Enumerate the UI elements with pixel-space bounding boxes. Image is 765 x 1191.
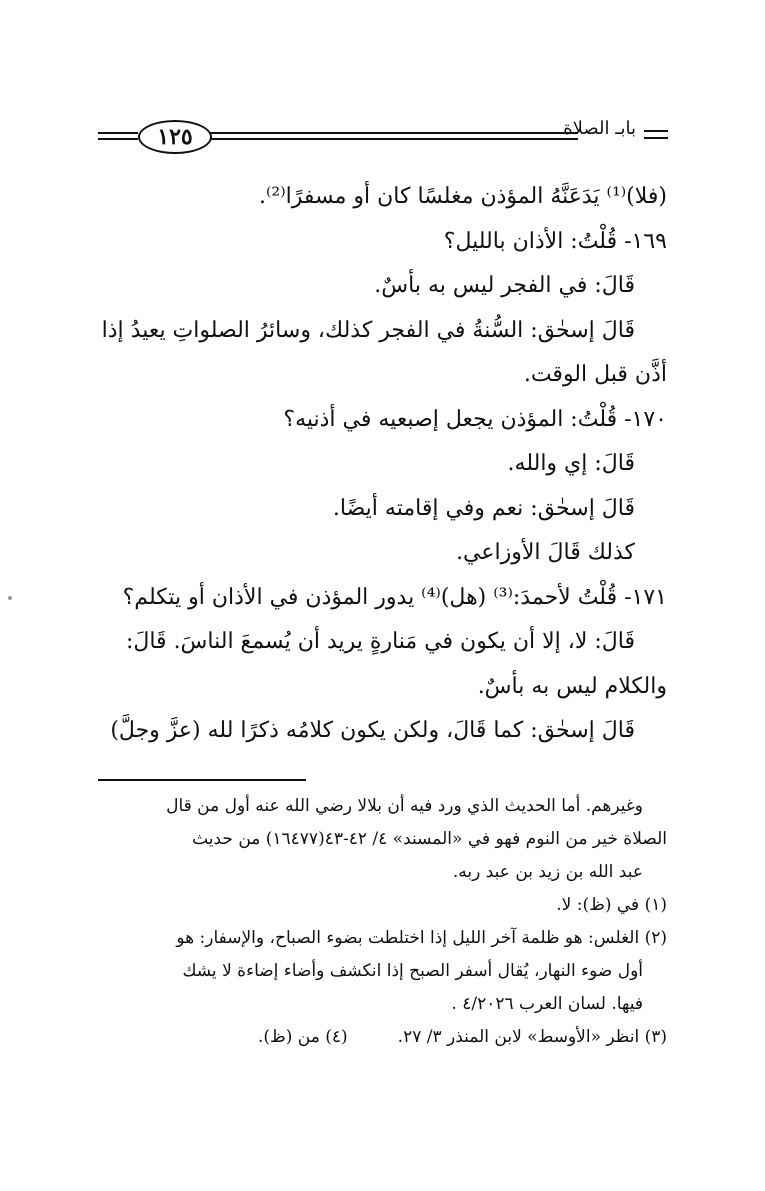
footnote-line: عبد الله بن زيد بن عبد ربه. [452,862,643,882]
footnote-separator [98,779,306,781]
chapter-title: بابـ الصلاة [563,118,636,139]
text-line: والكلام ليس به بأسٌ. [477,673,667,699]
page-number: ١٢٥ [138,120,212,154]
header-rule [98,132,138,134]
footnote-line: أول ضوء النهار، يُقال أسفر الصبح إذا انكشف وأضاء إضاءة لا يشك [182,961,643,981]
footnote-line: وغيرهم. أما الحديث الذي ورد فيه أن بلالا رضي الله عنه أول من قال [166,796,643,816]
footnote-line: فيها. لسان العرب ٤/٢٠٢٦ . [451,994,643,1014]
text-line: أذَّن قبل الوقت. [523,362,667,387]
header-rule [168,138,578,140]
text-line: قَالَ إسحٰق: نعم وفي إقامته أيضًا. [332,495,635,521]
question-169: ١٦٩- قُلْتُ: الأذان بالليل؟ [443,228,667,254]
footnote-4: (٤) من (ظ). [257,1027,348,1047]
page-header [98,116,668,156]
text-line: قَالَ إسحٰق: كما قَالَ، ولكن يكون كلامُه ذكرًا لله (عزَّ وجلَّ) [110,718,635,743]
footnotes [98,790,667,1054]
text-line: قَالَ: في الفجر ليس به بأسٌ. [374,273,635,298]
header-rule [168,132,578,134]
header-ornament [644,130,668,144]
text-line: (فلا)⁽¹⁾ يَدَعَنَّهُ المؤذن مغلسًا كان أو مسفرًا⁽²⁾. [259,184,667,209]
text-line: قَالَ إسحٰق: السُّنةُ في الفجر كذلك، وسائرُ الصلواتِ يعيدُ إذا [101,317,635,343]
text-line: قَالَ: إي والله. [507,451,635,476]
footnote-2: (٢) الغلس: هو ظلمة آخر الليل إذا اختلطت بضوء الصباح، والإسفار: هو [176,928,667,948]
question-170: ١٧٠- قُلْتُ: المؤذن يجعل إصبعيه في أذنيه؟ [283,406,667,432]
header-rule [98,138,138,140]
text-line: قَالَ: لا، إلا أن يكون في مَنارةٍ يريد أن يُسمعَ الناسَ. قَالَ: [125,629,635,654]
footnote-line: الصلاة خير من النوم فهو في «المسند» ٤/ ٤٢-٤٣(١٦٤٧٧) من حديث [192,829,667,849]
text-line: كذلك قَالَ الأوزاعي. [456,540,635,565]
margin-mark [8,596,12,600]
footnote-row [98,1021,667,1054]
footnote-3: (٣) انظر «الأوسط» لابن المنذر ٣/ ٢٧. [397,1027,667,1047]
footnote-1: (١) في (ظ): لا. [556,895,667,915]
main-text [98,175,667,754]
question-171: ١٧١- قُلْتُ لأحمدَ:⁽³⁾ (هل)⁽⁴⁾ يدور المؤذن في الأذان أو يتكلم؟ [122,584,667,610]
